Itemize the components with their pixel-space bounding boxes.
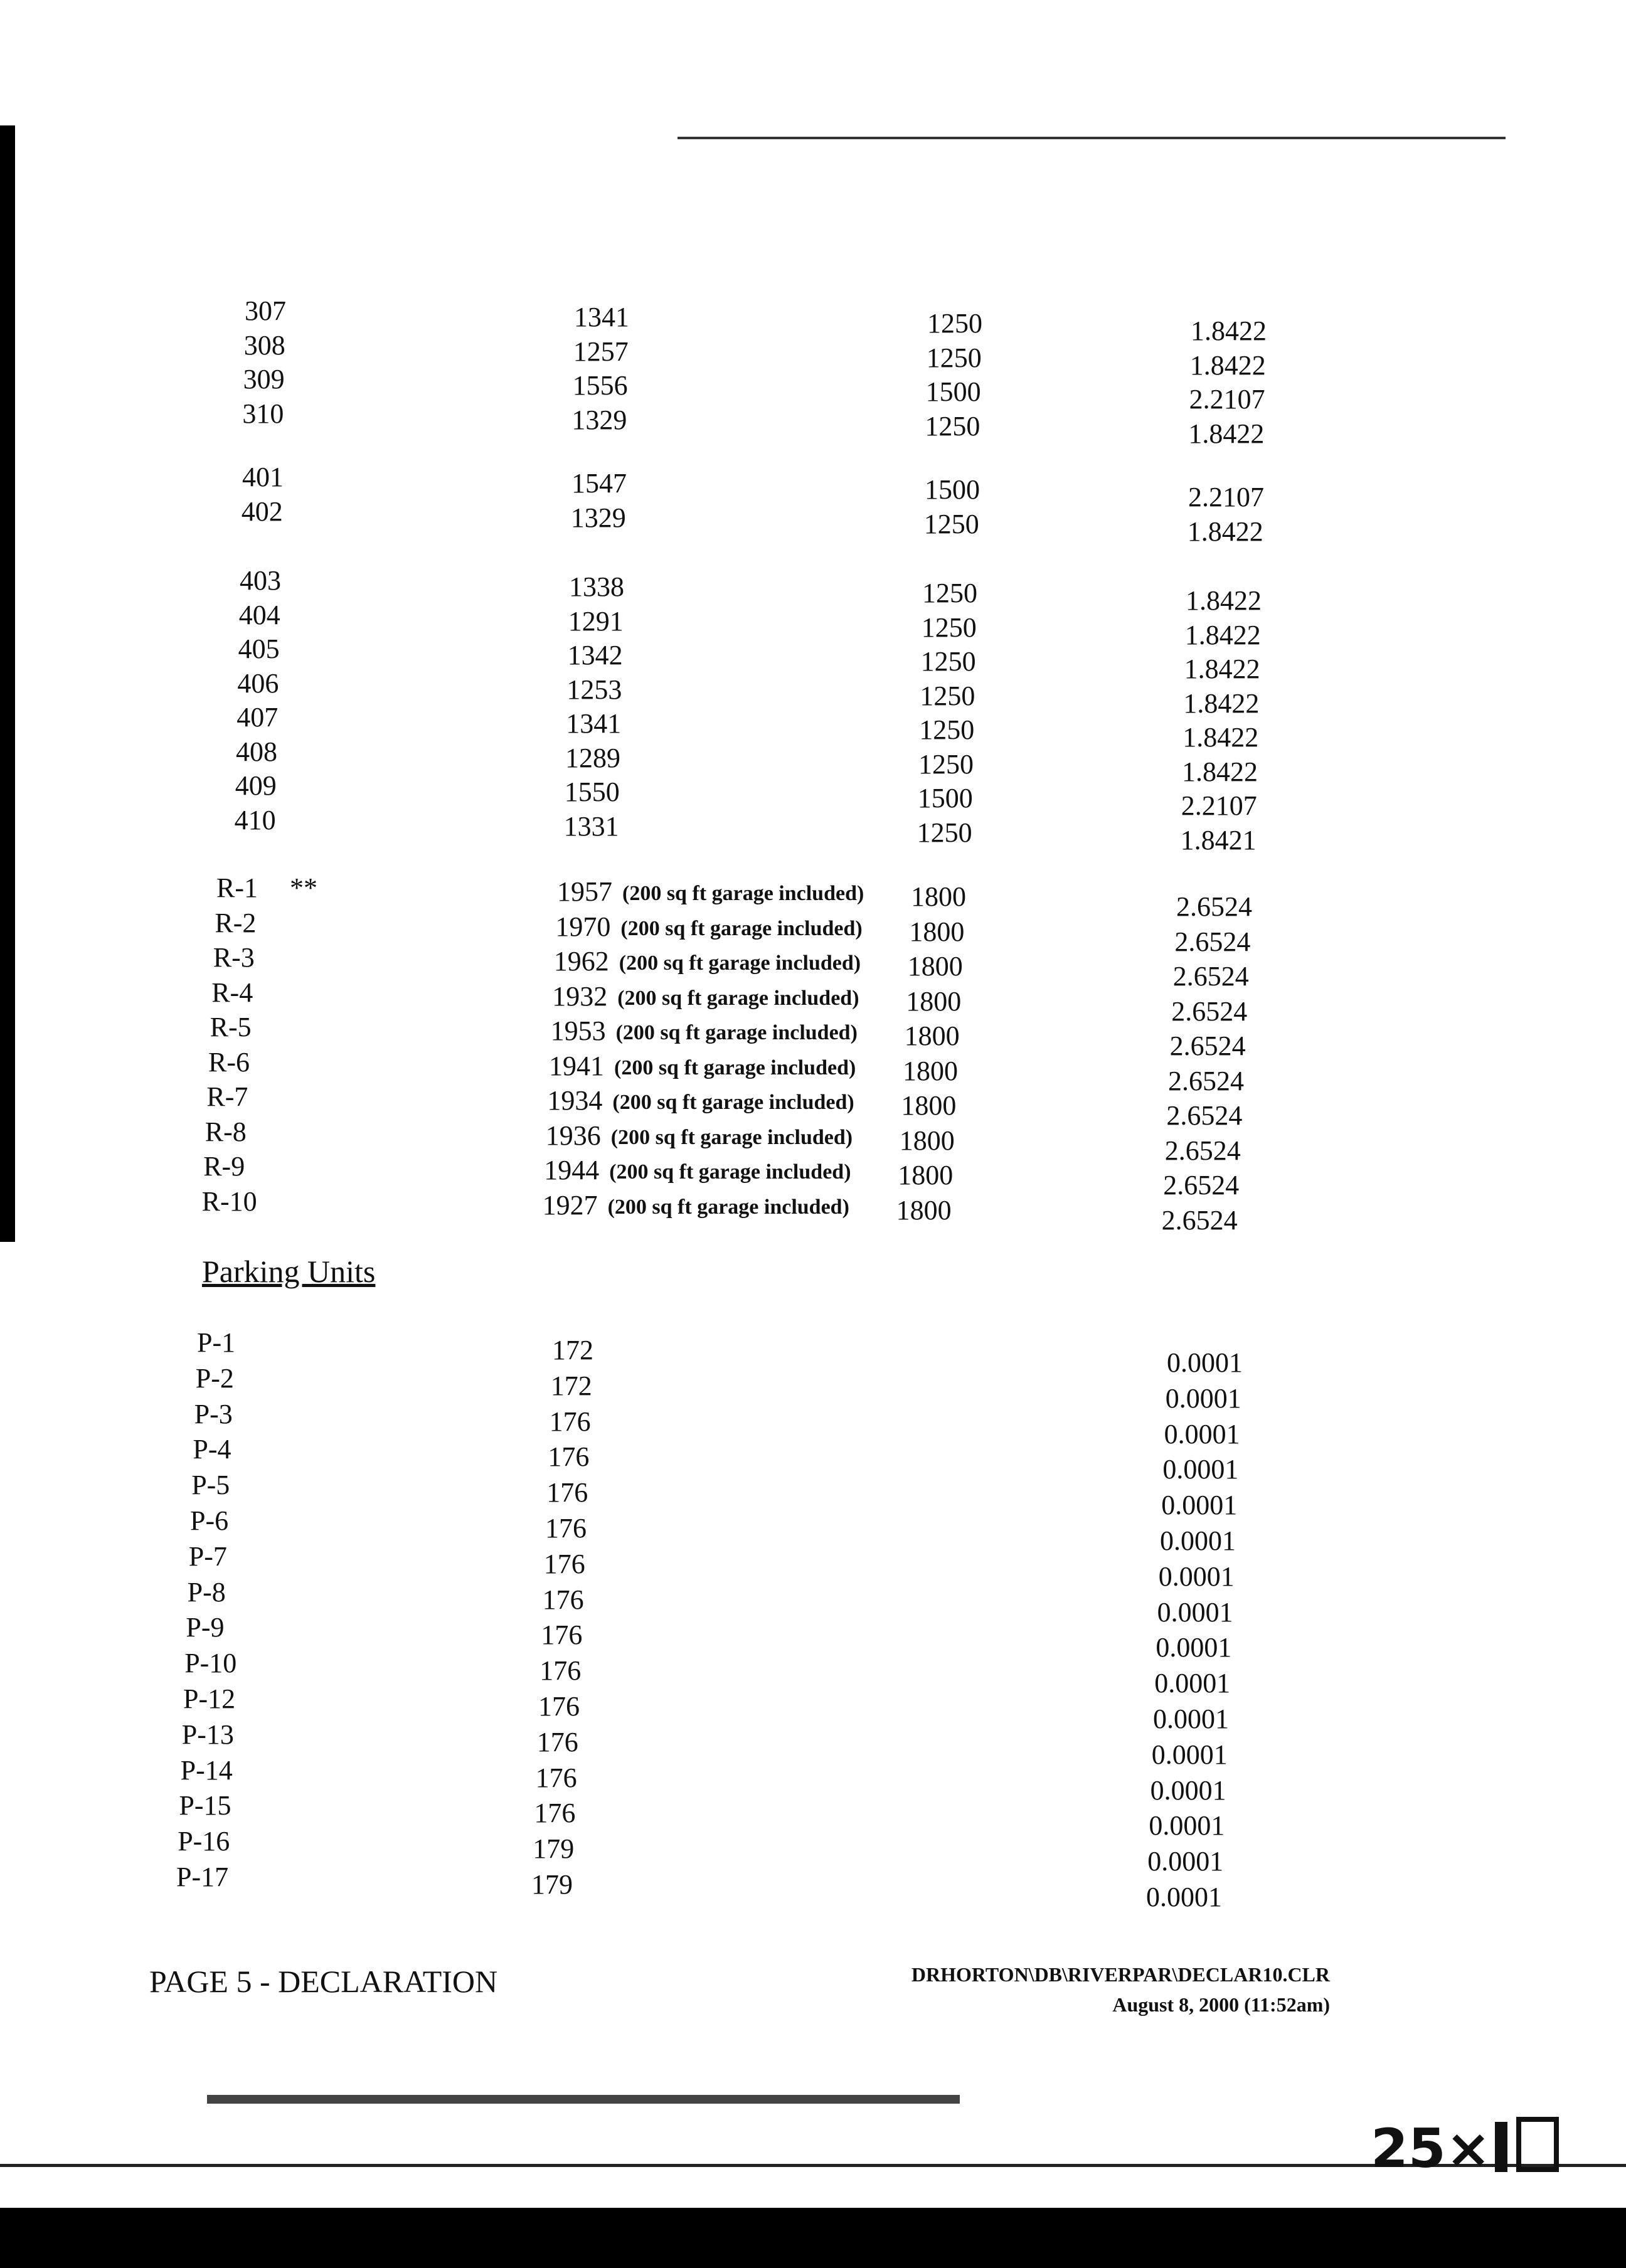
base-sqft: 1800 <box>911 881 966 912</box>
parking-unit-number: P-7 <box>188 1540 227 1572</box>
percent-interest: 2.6524 <box>1171 995 1248 1027</box>
unit-number: 308 <box>243 329 285 361</box>
square-feet: 1953 <box>550 1015 606 1046</box>
parking-unit-number: P-13 <box>181 1719 234 1750</box>
unit-number: 405 <box>238 633 280 664</box>
square-feet: 1941 <box>549 1050 604 1081</box>
parking-unit-number: P-3 <box>194 1398 233 1429</box>
unit-number: R-1 <box>216 872 258 903</box>
square-feet: 1338 <box>569 571 624 602</box>
base-sqft: 1250 <box>922 578 977 608</box>
unit-number: R-8 <box>205 1116 247 1147</box>
unit-number: R-3 <box>213 942 255 973</box>
square-feet: 176 <box>546 1477 588 1508</box>
unit-number: 410 <box>234 804 276 835</box>
square-feet: 1329 <box>571 404 627 435</box>
print-date: August 8, 2000 (11:52am) <box>1112 1993 1330 2016</box>
percent-interest: 0.0001 <box>1149 1810 1225 1841</box>
percent-interest: 2.6524 <box>1172 961 1249 992</box>
parking-unit-number: P-5 <box>191 1470 230 1501</box>
square-feet: 1341 <box>574 302 629 332</box>
percent-interest: 0.0001 <box>1147 1846 1224 1877</box>
base-sqft: 1500 <box>917 783 973 813</box>
scan-bottom-smudge <box>207 2095 960 2104</box>
square-feet: 176 <box>535 1762 577 1793</box>
unit-number: 307 <box>245 295 286 326</box>
base-sqft: 1250 <box>920 680 975 711</box>
square-feet: 1556 <box>572 370 628 401</box>
garage-note: (200 sq ft garage included) <box>617 986 859 1010</box>
garage-note: (200 sq ft garage included) <box>612 1091 854 1114</box>
unit-number: R-4 <box>211 977 253 1008</box>
square-feet: 1962 <box>553 946 609 977</box>
square-feet: 1932 <box>552 980 608 1012</box>
stamp-box-icon <box>1516 2117 1559 2172</box>
percent-interest: 1.8422 <box>1183 687 1260 719</box>
square-feet: 176 <box>534 1798 576 1829</box>
percent-interest: 1.8422 <box>1189 349 1266 381</box>
square-feet: 1341 <box>566 708 622 739</box>
square-feet: 176 <box>541 1619 583 1651</box>
base-sqft: 1500 <box>925 474 980 505</box>
parking-unit-number: P-15 <box>179 1790 231 1821</box>
percent-interest: 2.6524 <box>1169 1031 1246 1061</box>
unit-number: 309 <box>243 364 285 395</box>
square-feet: 176 <box>536 1726 578 1757</box>
percent-interest: 2.6524 <box>1176 891 1252 922</box>
scan-top-rule <box>678 137 1506 139</box>
square-feet: 1944 <box>544 1155 600 1185</box>
percent-interest: 2.6524 <box>1161 1204 1238 1236</box>
percent-interest: 1.8422 <box>1186 585 1262 616</box>
square-feet: 172 <box>550 1370 592 1401</box>
percent-interest: 2.6524 <box>1164 1135 1241 1166</box>
percent-interest: 1.8422 <box>1184 619 1261 650</box>
square-feet: 1927 <box>542 1189 598 1221</box>
percent-interest: 2.6524 <box>1163 1170 1240 1200</box>
percent-interest: 1.8422 <box>1182 722 1259 753</box>
percent-interest: 1.8422 <box>1188 418 1265 449</box>
percent-interest: 0.0001 <box>1164 1418 1240 1449</box>
percent-interest: 0.0001 <box>1146 1882 1222 1912</box>
scan-bottom-band <box>0 2208 1626 2268</box>
parking-unit-number: P-16 <box>178 1826 230 1857</box>
base-sqft: 1250 <box>919 714 975 745</box>
percent-interest: 1.8422 <box>1187 516 1263 547</box>
stamp-bar-icon <box>1495 2122 1507 2172</box>
base-sqft: 1250 <box>925 410 980 442</box>
percent-interest: 1.8421 <box>1180 824 1257 856</box>
percent-interest: 0.0001 <box>1150 1774 1226 1806</box>
unit-number: 404 <box>238 599 280 630</box>
parking-unit-number: P-12 <box>183 1683 236 1714</box>
unit-number: 406 <box>237 667 279 699</box>
square-feet: 1342 <box>567 640 623 670</box>
unit-number: 403 <box>240 565 281 596</box>
garage-note: (200 sq ft garage included) <box>622 882 864 905</box>
square-feet: 1329 <box>570 502 626 533</box>
square-feet: 1257 <box>573 336 629 367</box>
garage-note: (200 sq ft garage included) <box>614 1056 856 1079</box>
unit-number: R-5 <box>210 1012 252 1042</box>
percent-interest: 2.6524 <box>1168 1065 1244 1096</box>
square-feet: 176 <box>548 1441 590 1473</box>
base-sqft: 1800 <box>907 951 963 982</box>
percent-interest: 0.0001 <box>1154 1668 1231 1699</box>
percent-interest: 2.2107 <box>1181 790 1257 821</box>
square-feet: 176 <box>538 1691 580 1722</box>
percent-interest: 2.6524 <box>1174 926 1251 957</box>
square-feet: 179 <box>533 1833 575 1865</box>
percent-interest: 0.0001 <box>1167 1347 1243 1378</box>
unit-number: R-10 <box>201 1185 257 1217</box>
percent-interest: 2.2107 <box>1188 482 1264 512</box>
percent-interest: 1.8422 <box>1184 654 1260 684</box>
base-sqft: 1800 <box>896 1194 952 1226</box>
parking-unit-number: P-14 <box>180 1754 233 1786</box>
percent-interest: 0.0001 <box>1156 1632 1232 1663</box>
unit-number: 408 <box>236 736 277 767</box>
base-sqft: 1800 <box>904 1020 960 1051</box>
base-sqft: 1250 <box>920 646 976 677</box>
base-sqft: 1800 <box>903 1055 958 1086</box>
base-sqft: 1250 <box>926 342 982 373</box>
percent-interest: 0.0001 <box>1162 1454 1239 1485</box>
file-path: DRHORTON\DB\RIVERPAR\DECLAR10.CLR <box>911 1963 1330 1986</box>
percent-interest: 2.6524 <box>1166 1100 1243 1131</box>
parking-unit-number: P-8 <box>187 1576 226 1608</box>
unit-number: R-2 <box>215 907 257 938</box>
percent-interest: 0.0001 <box>1151 1739 1228 1770</box>
square-feet: 176 <box>539 1655 582 1687</box>
page-label: PAGE 5 - DECLARATION <box>149 1964 498 1999</box>
square-feet: 1550 <box>564 776 620 807</box>
base-sqft: 1800 <box>906 985 962 1017</box>
square-feet: 1253 <box>566 674 622 705</box>
square-feet: 172 <box>552 1335 593 1365</box>
garage-note: (200 sq ft garage included) <box>607 1195 849 1219</box>
garage-note: (200 sq ft garage included) <box>615 1021 858 1044</box>
square-feet: 1957 <box>557 876 612 907</box>
unit-number: R-6 <box>208 1046 250 1078</box>
unit-number: 409 <box>235 770 277 801</box>
base-sqft: 1250 <box>923 508 979 539</box>
unit-number: R-9 <box>203 1151 245 1182</box>
square-feet: 1289 <box>565 742 620 773</box>
square-feet: 1291 <box>568 605 624 637</box>
square-feet: 176 <box>543 1548 585 1579</box>
base-sqft: 1500 <box>925 376 981 407</box>
square-feet: 176 <box>545 1513 587 1544</box>
square-feet: 1970 <box>555 911 611 942</box>
percent-interest: 0.0001 <box>1165 1382 1241 1414</box>
square-feet: 1936 <box>545 1120 601 1151</box>
garage-note: (200 sq ft garage included) <box>619 951 861 975</box>
percent-interest: 1.8422 <box>1182 756 1258 787</box>
square-feet: 176 <box>542 1584 584 1615</box>
garage-note: (200 sq ft garage included) <box>610 1125 853 1149</box>
parking-unit-number: P-1 <box>197 1327 236 1358</box>
scan-left-edge-shadow <box>0 125 15 1242</box>
base-sqft: 1250 <box>917 817 972 848</box>
base-sqft: 1250 <box>921 612 977 643</box>
garage-note: (200 sq ft garage included) <box>609 1160 851 1184</box>
square-feet: 1547 <box>571 468 627 499</box>
percent-interest: 0.0001 <box>1161 1490 1238 1521</box>
square-feet: 176 <box>549 1406 591 1437</box>
square-feet: 1934 <box>547 1085 603 1116</box>
base-sqft: 1250 <box>927 308 982 339</box>
batch-stamp <box>1371 2117 1559 2180</box>
parking-unit-number: P-9 <box>186 1612 225 1643</box>
percent-interest: 0.0001 <box>1153 1704 1229 1734</box>
percent-interest: 0.0001 <box>1158 1561 1235 1592</box>
parking-unit-number: P-2 <box>195 1362 234 1394</box>
percent-interest: 0.0001 <box>1160 1525 1236 1556</box>
unit-number: 402 <box>241 495 283 527</box>
unit-number: 401 <box>242 462 284 492</box>
unit-number: 407 <box>236 702 279 733</box>
unit-number: R-7 <box>206 1081 248 1112</box>
base-sqft: 1800 <box>899 1125 955 1156</box>
garage-note: (200 sq ft garage included) <box>620 916 863 940</box>
square-feet: 1331 <box>563 810 619 842</box>
percent-interest: 2.2107 <box>1189 384 1265 415</box>
parking-unit-number: P-17 <box>176 1862 229 1892</box>
percent-interest: 1.8422 <box>1191 315 1267 346</box>
parking-unit-number: P-6 <box>190 1505 229 1536</box>
base-sqft: 1250 <box>918 748 974 780</box>
parking-unit-number: P-4 <box>193 1434 231 1465</box>
base-sqft: 1800 <box>909 916 965 947</box>
square-feet: 179 <box>531 1869 573 1900</box>
base-sqft: 1800 <box>898 1160 954 1190</box>
parking-unit-number: P-10 <box>184 1648 237 1679</box>
parking-units-heading: Parking Units <box>202 1254 376 1289</box>
unit-number: 310 <box>242 398 284 429</box>
batch-stamp-text: 25× <box>1371 2117 1491 2180</box>
base-sqft: 1800 <box>901 1090 957 1121</box>
footnote-mark: ** <box>290 872 317 903</box>
percent-interest: 0.0001 <box>1157 1596 1233 1628</box>
